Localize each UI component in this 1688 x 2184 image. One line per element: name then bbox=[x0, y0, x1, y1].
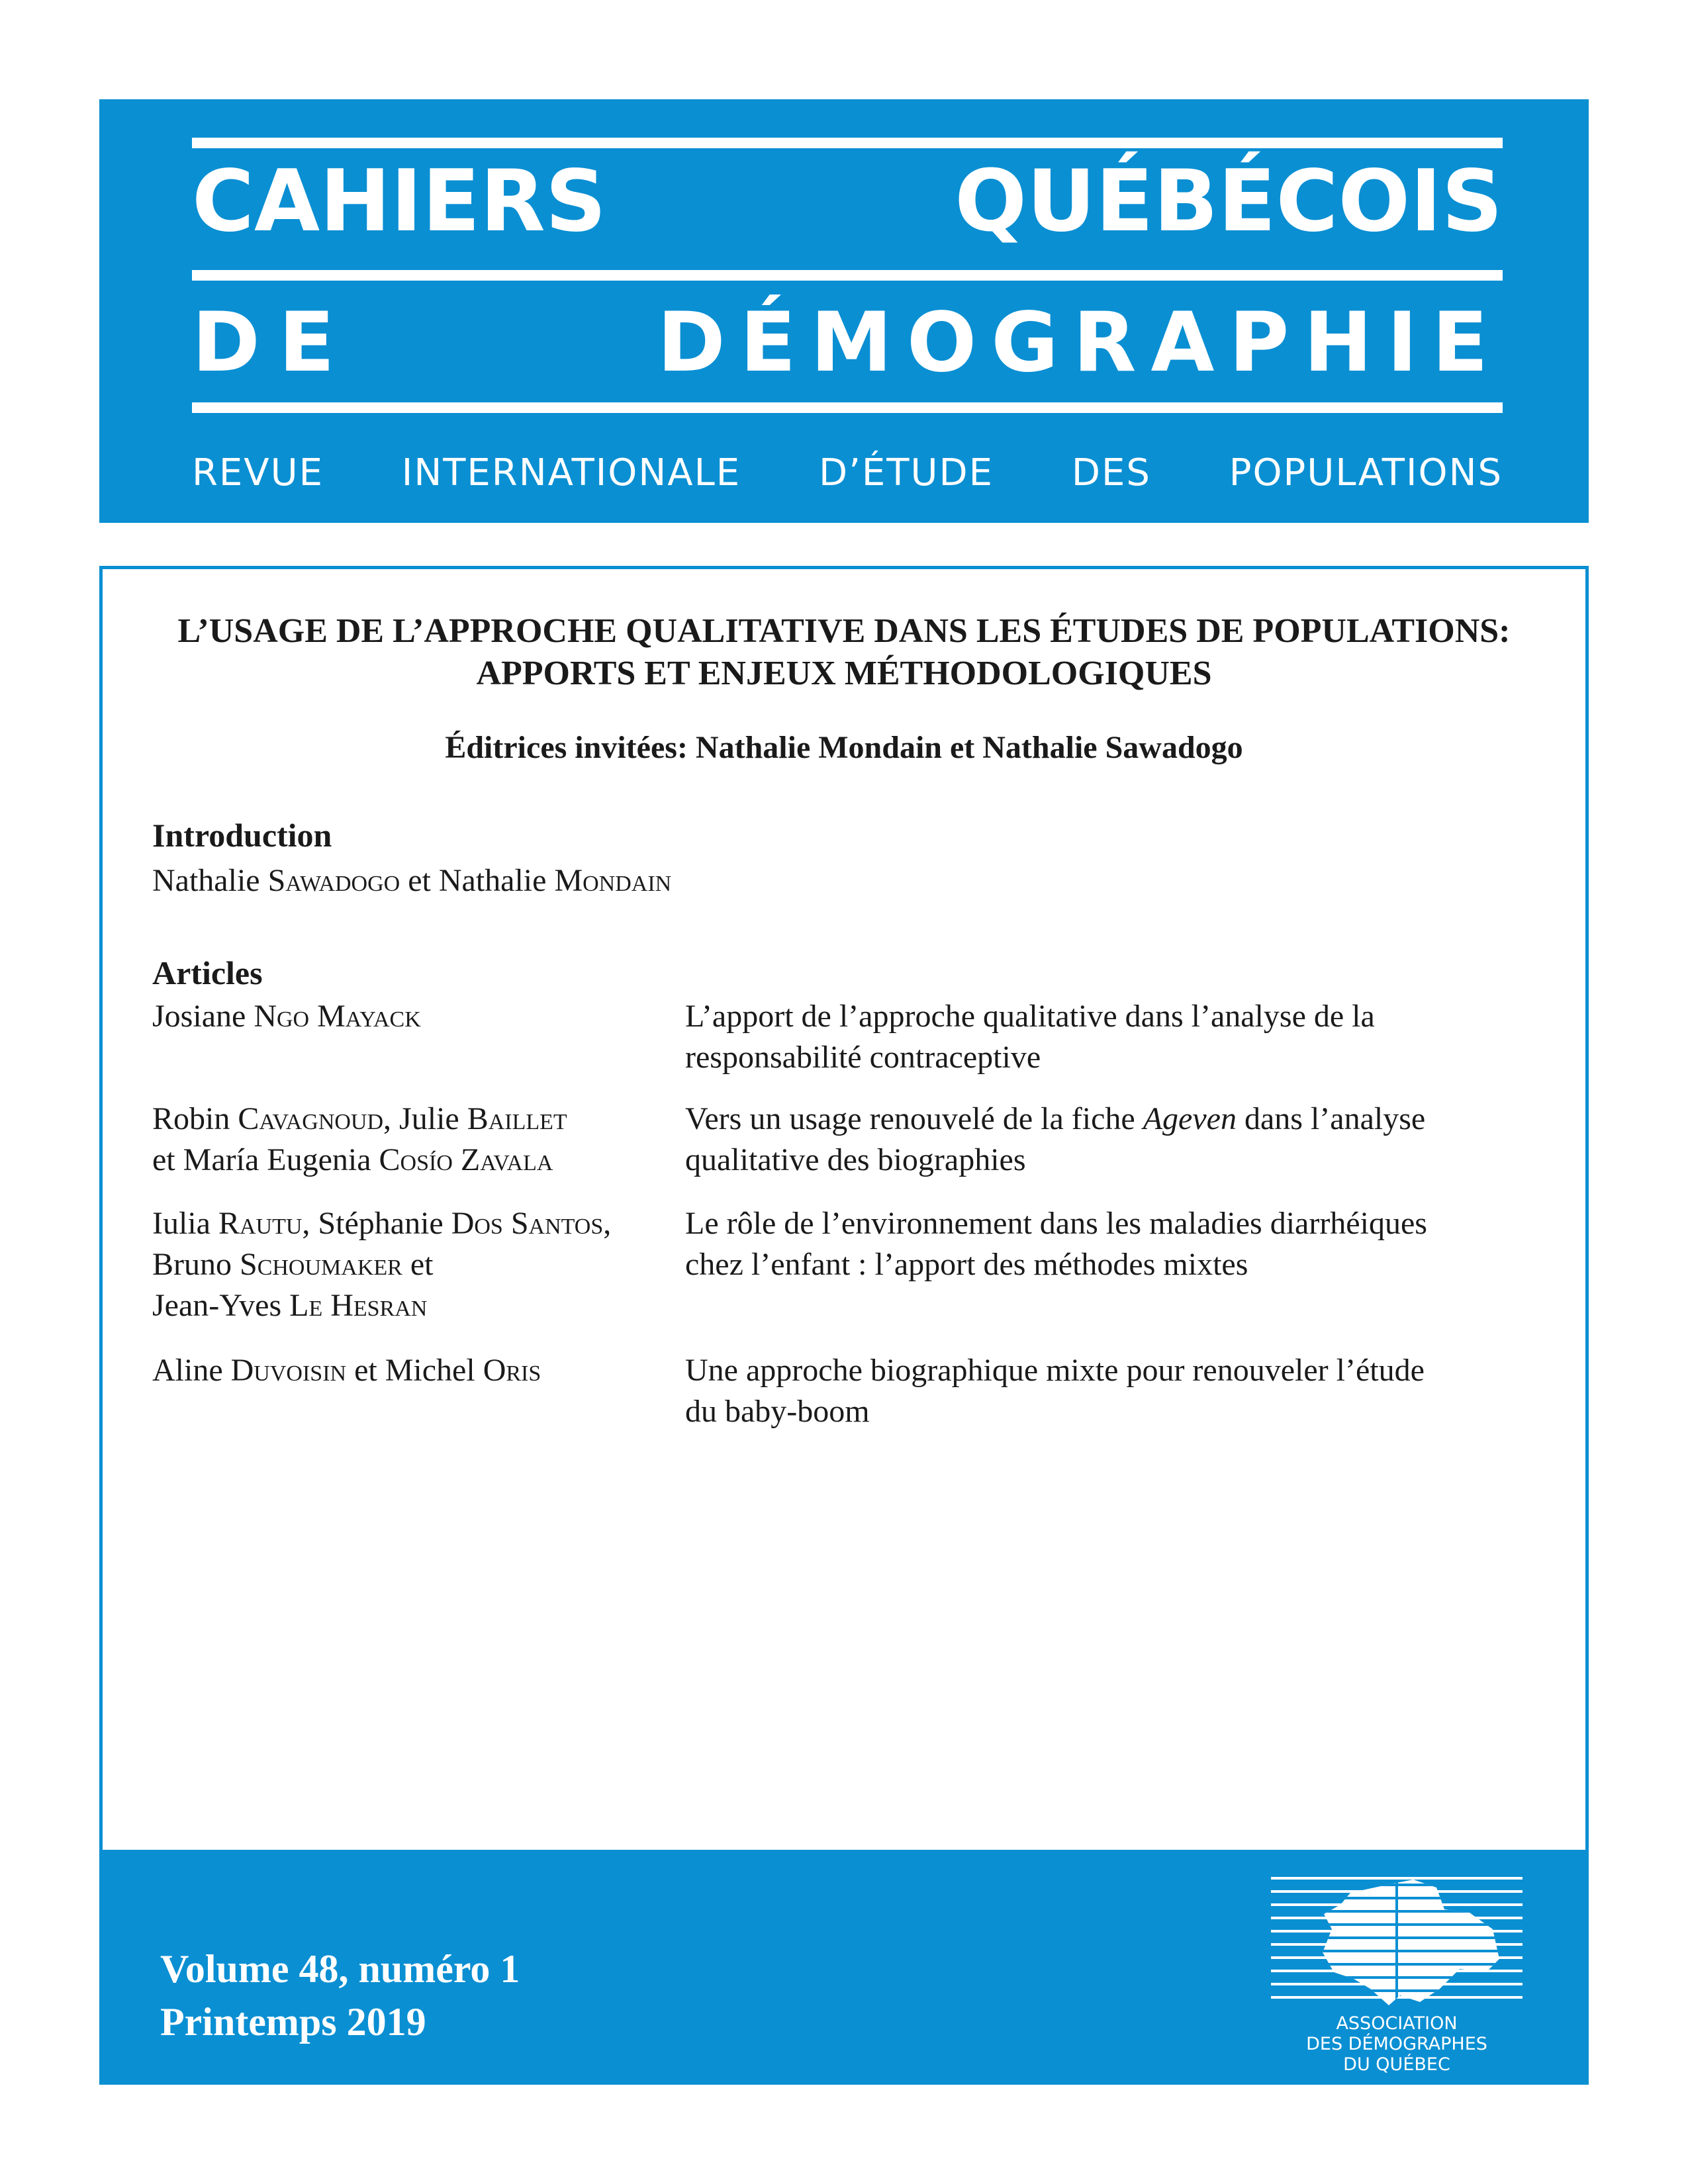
quebec-map-logo-icon bbox=[1271, 1873, 1523, 2009]
article-1-authors bbox=[152, 996, 421, 1037]
article-title-text: dans l’analyse bbox=[1236, 1101, 1426, 1136]
header-rule-bottom bbox=[192, 402, 1503, 413]
author-first-name: María Eugenia bbox=[183, 1142, 379, 1177]
author-joiner: et bbox=[400, 863, 439, 898]
articles-heading: Articles bbox=[152, 954, 263, 991]
article-title-text: Vers un usage renouvelé de la fiche bbox=[685, 1101, 1143, 1136]
article-title-line: Une approche biographique mixte pour renouveler l’étude bbox=[685, 1353, 1425, 1388]
header-rule-middle bbox=[192, 270, 1503, 281]
article-title-line: chez l’enfant : l’apport des méthodes mixtes bbox=[685, 1247, 1248, 1282]
article-title-line: Le rôle de l’environnement dans les maladies diarrhéiques bbox=[685, 1206, 1427, 1241]
author-first-name: Michel bbox=[385, 1353, 483, 1388]
author-last-name: Duvoisin bbox=[230, 1353, 347, 1388]
table-of-contents bbox=[99, 566, 1589, 1850]
author-last-name: Cosío Zavala bbox=[379, 1142, 553, 1177]
author-first-name: Robin bbox=[152, 1101, 238, 1136]
author-last-name: Dos Santos bbox=[451, 1206, 604, 1241]
volume-number: Volume 48, numéro 1 bbox=[160, 1947, 520, 1991]
author-last-name: Rautu bbox=[218, 1206, 303, 1241]
association-name-line: ASSOCIATION bbox=[1336, 2013, 1458, 2034]
association-name-line: DES DÉMOGRAPHES bbox=[1306, 2034, 1487, 2054]
association-name-line: DU QUÉBEC bbox=[1343, 2054, 1450, 2075]
journal-subtitle: REVUE INTERNATIONALE D’ÉTUDE DES POPULATIONS bbox=[192, 451, 1503, 494]
article-title-line bbox=[685, 1099, 1425, 1140]
issue-title-line: L’USAGE DE L’APPROCHE QUALITATIVE DANS LES ÉTUDES DE POPULATIONS: bbox=[177, 612, 1511, 650]
issue-footer bbox=[99, 1850, 1589, 2085]
author-last-name: Oris bbox=[483, 1353, 541, 1388]
association-logo bbox=[1271, 1873, 1523, 2075]
issue-title-line: APPORTS ET ENJEUX MÉTHODOLOGIQUES bbox=[476, 655, 1212, 692]
author-first-name: Aline bbox=[152, 1353, 231, 1388]
issue-title bbox=[103, 610, 1585, 695]
author-separator: , bbox=[383, 1101, 400, 1136]
article-2-title bbox=[685, 1099, 1425, 1181]
author-line bbox=[152, 1244, 611, 1285]
author-joiner: et bbox=[402, 1247, 434, 1282]
author-last-name: Ngo Mayack bbox=[254, 999, 421, 1034]
author-last-name: Le Hesran bbox=[289, 1288, 428, 1323]
author-line bbox=[152, 1203, 611, 1244]
article-title-line: du baby-boom bbox=[685, 1394, 870, 1429]
journal-title-word: DE bbox=[192, 295, 353, 390]
author-first-name: Jean-Yves bbox=[152, 1288, 290, 1323]
author-last-name: Cavagnoud bbox=[238, 1101, 384, 1136]
author-last-name: Sawadogo bbox=[267, 863, 400, 898]
journal-title-line2 bbox=[192, 293, 1503, 392]
author-first-name: Stéphanie bbox=[318, 1206, 451, 1241]
author-first-name: Bruno bbox=[152, 1247, 240, 1282]
issue-season: Printemps 2019 bbox=[160, 2000, 426, 2044]
article-1-title bbox=[685, 996, 1375, 1078]
journal-title-word: DÉMOGRAPHIE bbox=[657, 295, 1503, 390]
article-4-authors bbox=[152, 1350, 541, 1391]
author-line bbox=[152, 1099, 567, 1140]
journal-header bbox=[99, 99, 1589, 523]
author-first-name: Iulia bbox=[152, 1206, 218, 1241]
author-last-name: Baillet bbox=[467, 1101, 567, 1136]
article-title-italic: Ageven bbox=[1143, 1101, 1237, 1136]
article-title-line: qualitative des biographies bbox=[685, 1142, 1026, 1177]
author-separator: , bbox=[603, 1206, 612, 1241]
author-joiner: et bbox=[152, 1142, 183, 1177]
header-rule-top bbox=[192, 138, 1503, 148]
article-2-authors bbox=[152, 1099, 567, 1181]
introduction-authors bbox=[152, 860, 671, 901]
journal-title-word: CAHIERS bbox=[192, 152, 606, 251]
article-title-line: responsabilité contraceptive bbox=[685, 1040, 1041, 1075]
author-first-name: Julie bbox=[399, 1101, 467, 1136]
author-last-name: Mondain bbox=[554, 863, 672, 898]
author-line bbox=[152, 1285, 611, 1326]
article-title-line: L’apport de l’approche qualitative dans l’analyse de la bbox=[685, 999, 1375, 1034]
author-first-name: Nathalie bbox=[438, 863, 555, 898]
author-first-name: Josiane bbox=[152, 999, 254, 1034]
author-line bbox=[152, 1140, 567, 1181]
guest-editors: Éditrices invitées: Nathalie Mondain et Nathalie Sawadogo bbox=[445, 730, 1243, 765]
article-3-title bbox=[685, 1203, 1427, 1285]
author-joiner: et bbox=[346, 1353, 385, 1388]
author-last-name: Schoumaker bbox=[240, 1247, 402, 1282]
author-first-name: Nathalie bbox=[152, 863, 268, 898]
article-3-authors bbox=[152, 1203, 611, 1326]
journal-title-word: QUÉBÉCOIS bbox=[955, 152, 1503, 251]
article-4-title bbox=[685, 1350, 1425, 1432]
introduction-heading: Introduction bbox=[152, 817, 332, 854]
author-separator: , bbox=[302, 1206, 318, 1241]
journal-title-line1 bbox=[192, 152, 1503, 251]
